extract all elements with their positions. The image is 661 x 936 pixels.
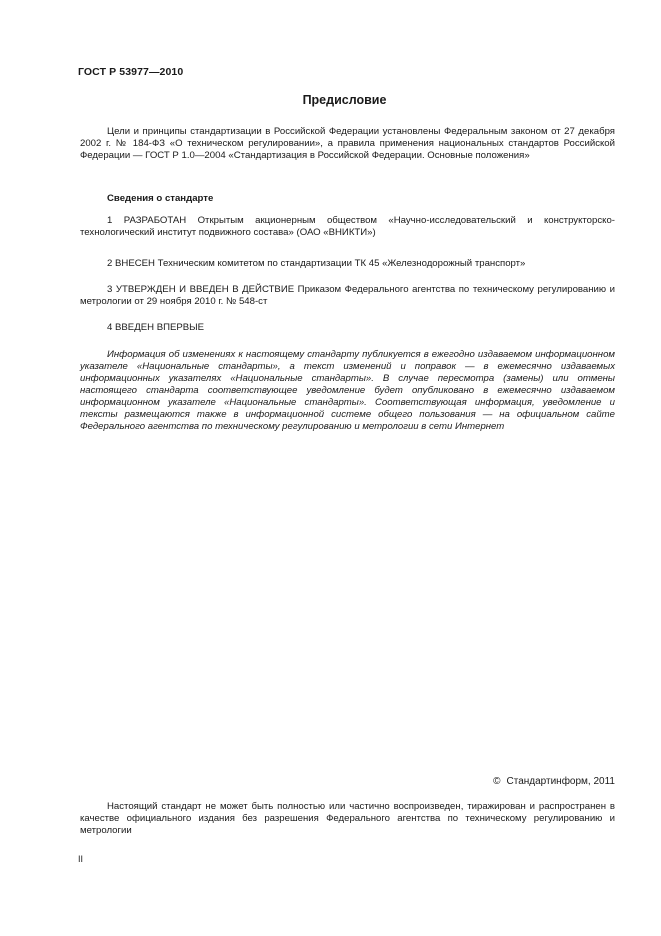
reproduction-notice: Настоящий стандарт не может быть полностью или частично воспроизведен, тиражирован и распространен в качестве официального издания без разрешения Федерального агентства по техническому регулированию и метрологии — [80, 801, 615, 836]
info-note-paragraph: Информация об изменениях к настоящему стандарту публикуется в ежегодно издаваемом информационном указателе «Национальные стандарты», а текст изменений и поправок — в ежемесячно издаваемых информационных указателях «Национальные стандарты». В случае пересмотра (замены) или отмены настоящего стандарта соответствующее уведомление будет опубликовано в ежемесячно издаваемом информационном указателе «Национальные стандарты». Соответствующая информация, уведомление и тексты размещаются также в информационной системе общего пользования — на официальном сайте Федерального агентства по техническому регулированию и метрологии в сети Интернет — [80, 349, 615, 432]
copyright-icon: © — [493, 776, 501, 787]
item-approved: 3 УТВЕРЖДЕН И ВВЕДЕН В ДЕЙСТВИЕ Приказом Федерального агентства по техническому регулированию и метрологии от 29 ноября 2010 г. № 548-ст — [80, 284, 615, 307]
copyright-text: Стандартинформ, 2011 — [506, 776, 615, 787]
item-submitted: 2 ВНЕСЕН Техническим комитетом по стандартизации ТК 45 «Железнодорожный транспорт» — [107, 258, 526, 269]
intro-paragraph: Цели и принципы стандартизации в Российской Федерации установлены Федеральным законом от 27 декабря 2002 г. № 184-ФЗ «О техническом регулировании», а правила применения национальных стандартов Российской Федерации — ГОСТ Р 1.0—2004 «Стандартизация в Российской Федерации. Основные положения» — [80, 126, 615, 161]
copyright-line — [493, 776, 615, 787]
item-introduced: 4 ВВЕДЕН ВПЕРВЫЕ — [107, 322, 205, 333]
document-code: ГОСТ Р 53977—2010 — [78, 66, 184, 78]
item-developed: 1 РАЗРАБОТАН Открытым акционерным обществом «Научно-исследовательский и конструкторско-технологический институт подвижного состава» (ОАО «ВНИКТИ») — [80, 215, 615, 238]
section-heading: Сведения о стандарте — [107, 193, 214, 204]
page-number: II — [78, 854, 84, 864]
page-title: Предисловие — [302, 93, 387, 107]
